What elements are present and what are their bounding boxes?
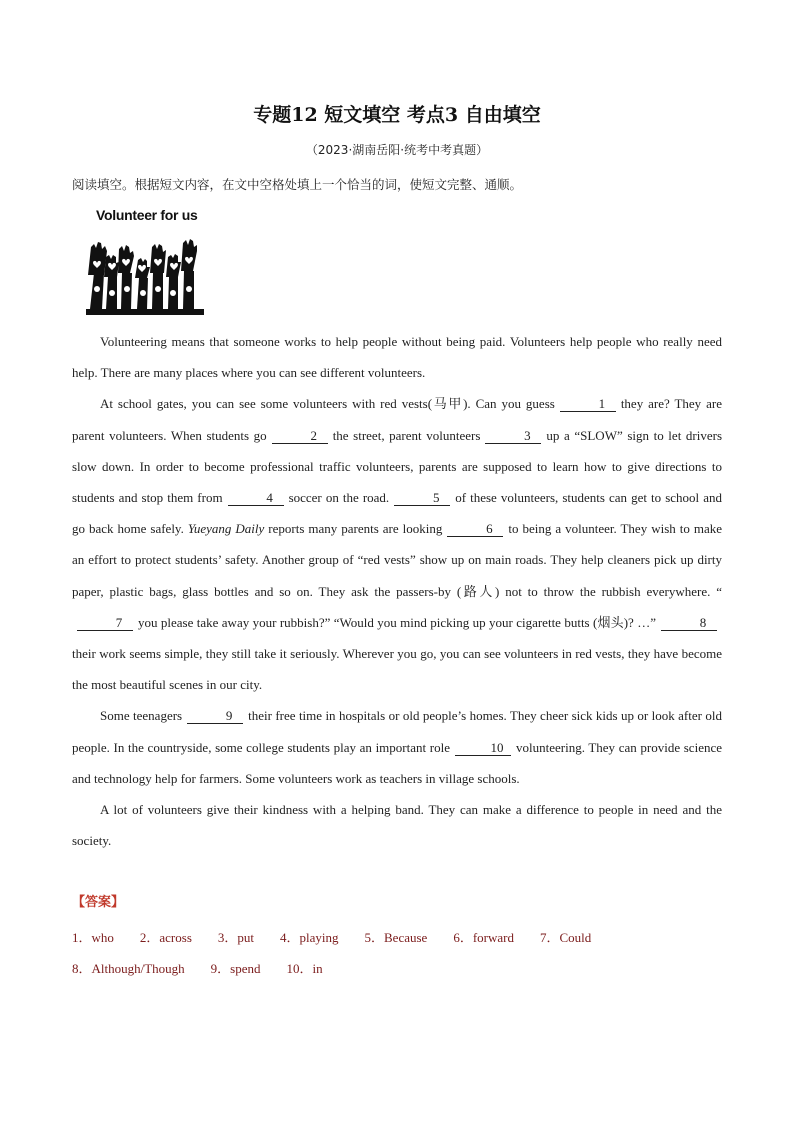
blank-6[interactable]: 6 — [447, 522, 503, 537]
blank-5[interactable]: 5 — [394, 491, 450, 506]
answer-item: 6．forward — [453, 930, 514, 945]
answer-item: 9．spend — [210, 961, 261, 976]
blank-1[interactable]: 1 — [560, 397, 616, 412]
reading-passage — [72, 326, 722, 856]
blank-7[interactable]: 7 — [77, 616, 133, 631]
answer-item: 2．across — [139, 930, 192, 945]
answer-heading: 【答案】 — [72, 895, 125, 910]
answer-item: 3．put — [217, 930, 255, 945]
blank-8[interactable]: 8 — [661, 616, 717, 631]
answer-item: 10．in — [286, 961, 323, 976]
blank-9[interactable]: 9 — [187, 709, 243, 724]
image-caption: Volunteer for us — [96, 207, 198, 223]
paragraph-1: Volunteering means that someone works to help people without being paid. Volunteers help people who really need help. There are many places where you can see different volunteers. — [72, 334, 722, 381]
answer-item: 1．who — [72, 930, 114, 945]
volunteer-image — [80, 205, 210, 317]
answer-item: 8．Although/Though — [72, 961, 185, 976]
blank-2[interactable]: 2 — [272, 429, 328, 444]
page-title: 专题12 短文填空 考点3 自由填空 — [253, 104, 541, 126]
newspaper-name: Yueyang Daily — [187, 521, 265, 537]
exam-source: （2023·湖南岳阳·统考中考真题） — [305, 143, 489, 157]
paragraph-3: Some teenagers 9 their free time in hospitals or old people’s homes. They cheer sick kids up or look after old people. In the countryside, some college students play an important role 10 volunteering. They can provide science and technology help for farmers. Some volunteers work as teachers in village schools. — [72, 708, 723, 786]
answer-list — [72, 922, 722, 984]
answer-item: 4．playing — [280, 930, 339, 945]
blank-10[interactable]: 10 — [455, 741, 511, 756]
instruction-text: 阅读填空。根据短文内容，在文中空格处填上一个恰当的词，使短文完整、通顺。 — [72, 177, 523, 192]
answer-item: 5．Because — [364, 930, 428, 945]
answer-item: 7．Could — [539, 930, 592, 945]
raised-hands-icon — [80, 205, 210, 317]
blank-3[interactable]: 3 — [485, 429, 541, 444]
paragraph-2: At school gates, you can see some volunteers with red vests(马甲). Can you guess 1 they are? They are parent volunteers. When students go 2 the street, parent volunteers 3 up a “SLOW” sign to let drivers slow down. In order to become professional traffic volunteers, parents are supposed to learn how to give directions to students and stop them from 4 soccer on the road. 5 of these volunteers, students can get to school and go back home safely. Yueyang Daily reports many parents are looking 6 to being a volunteer. They wish to make an effort to protect students’ safety. Another group of “red vests” show up on main roads. They help cleaners pick up dirty paper, plastic bags, glass bottles and so on. They ask the passers-by (路人) not to throw the rubbish everywhere. “7 you please take away your rubbish?” “Would you mind picking up your cigarette butts (烟头)? …” 8their work seems simple, they still take it seriously. Wherever you go, you can see volunteers in red vests, they have become the most beautiful scenes in our city. — [72, 396, 722, 693]
blank-4[interactable]: 4 — [228, 491, 284, 506]
paragraph-4: A lot of volunteers give their kindness with a helping band. They can make a difference to people in need and the society. — [72, 802, 722, 849]
